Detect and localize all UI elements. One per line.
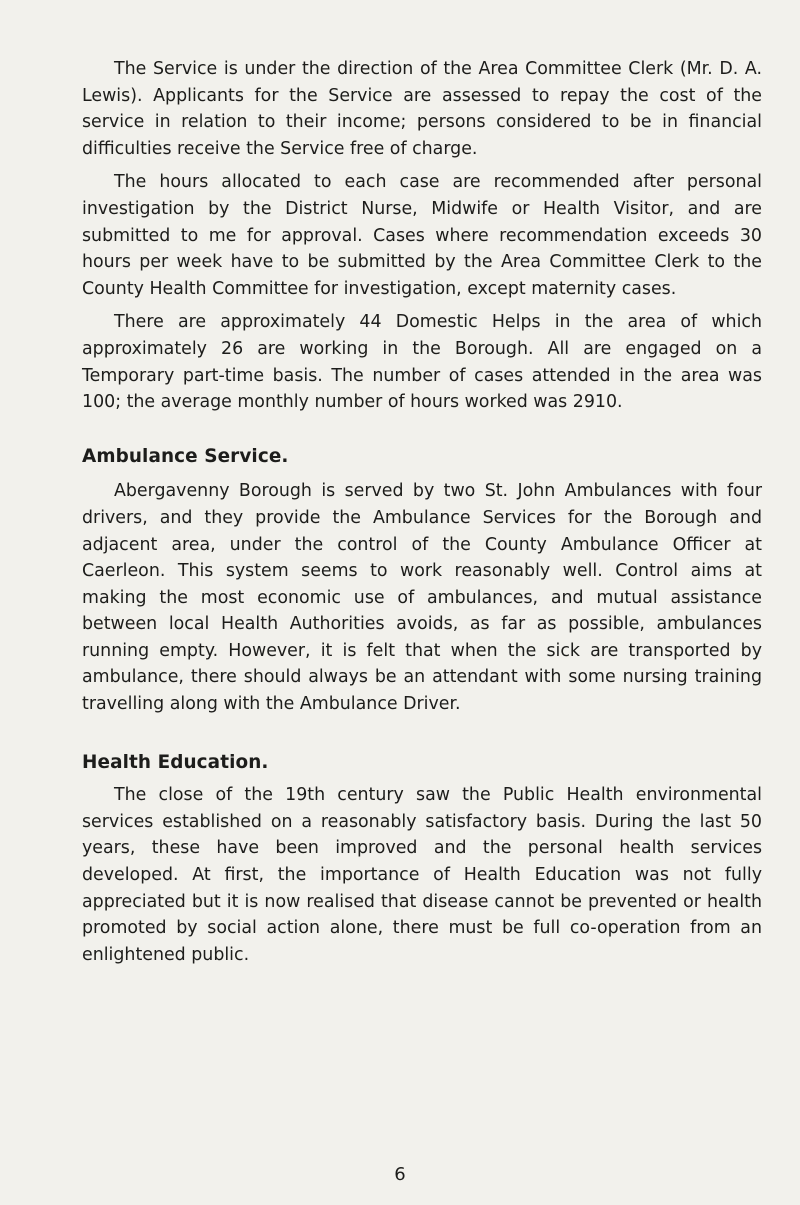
paragraph-ambulance-service: Abergavenny Borough is served by two St. John Ambulances with four drivers, and they provide the Ambulance Services for the Borough and adjacent area, under the control of the County Ambulance Officer at Caerleon. This system seems to work reasonably well. Control aims at making the most economic use of ambulances, and mutual assistance between local Health Authorities avoids, as far as possible, ambulances running empty. However, it is felt that when the sick are transported by ambulance, there should always be an attendant with some nursing training travelling along with the Ambulance Driver. <box>82 481 762 715</box>
section-heading-ambulance-service: Ambulance Service. <box>82 445 289 467</box>
section-heading-health-education: Health Education. <box>82 751 269 773</box>
page-number: 6 <box>394 1164 406 1185</box>
paragraph-health-education: The close of the 19th century saw the Public Health environmental services established on a reasonably satisfactory basis. During the last 50 years, these have been improved and the personal health services developed. At first, the importance of Health Education was not fully appreciated but it is now realised that disease cannot be prevented or health promoted by social action alone, there must be full co-operation from an enlightened public. <box>82 785 762 965</box>
paragraph-hours-allocated: The hours allocated to each case are recommended after personal investigation by the District Nurse, Midwife or Health Visitor, and are submitted to me for approval. Cases where recommendation exceeds 30 hours per week have to be submitted by the Area Committee Clerk to the County Health Committee for investigation, except maternity cases. <box>82 172 762 299</box>
paragraph-domestic-helps-count: There are approximately 44 Domestic Helps in the area of which approximately 26 are working in the Borough. All are engaged on a Temporary part-time basis. The number of cases attended in the area was 100; the average monthly number of hours worked was 2910. <box>82 312 762 413</box>
paragraph-domestic-help-direction: The Service is under the direction of the Area Committee Clerk (Mr. D. A. Lewis). Applicants for the Service are assessed to repay the cost of the service in relation to their income; persons considered to be in financial difficulties receive the Service free of charge. <box>82 59 762 159</box>
